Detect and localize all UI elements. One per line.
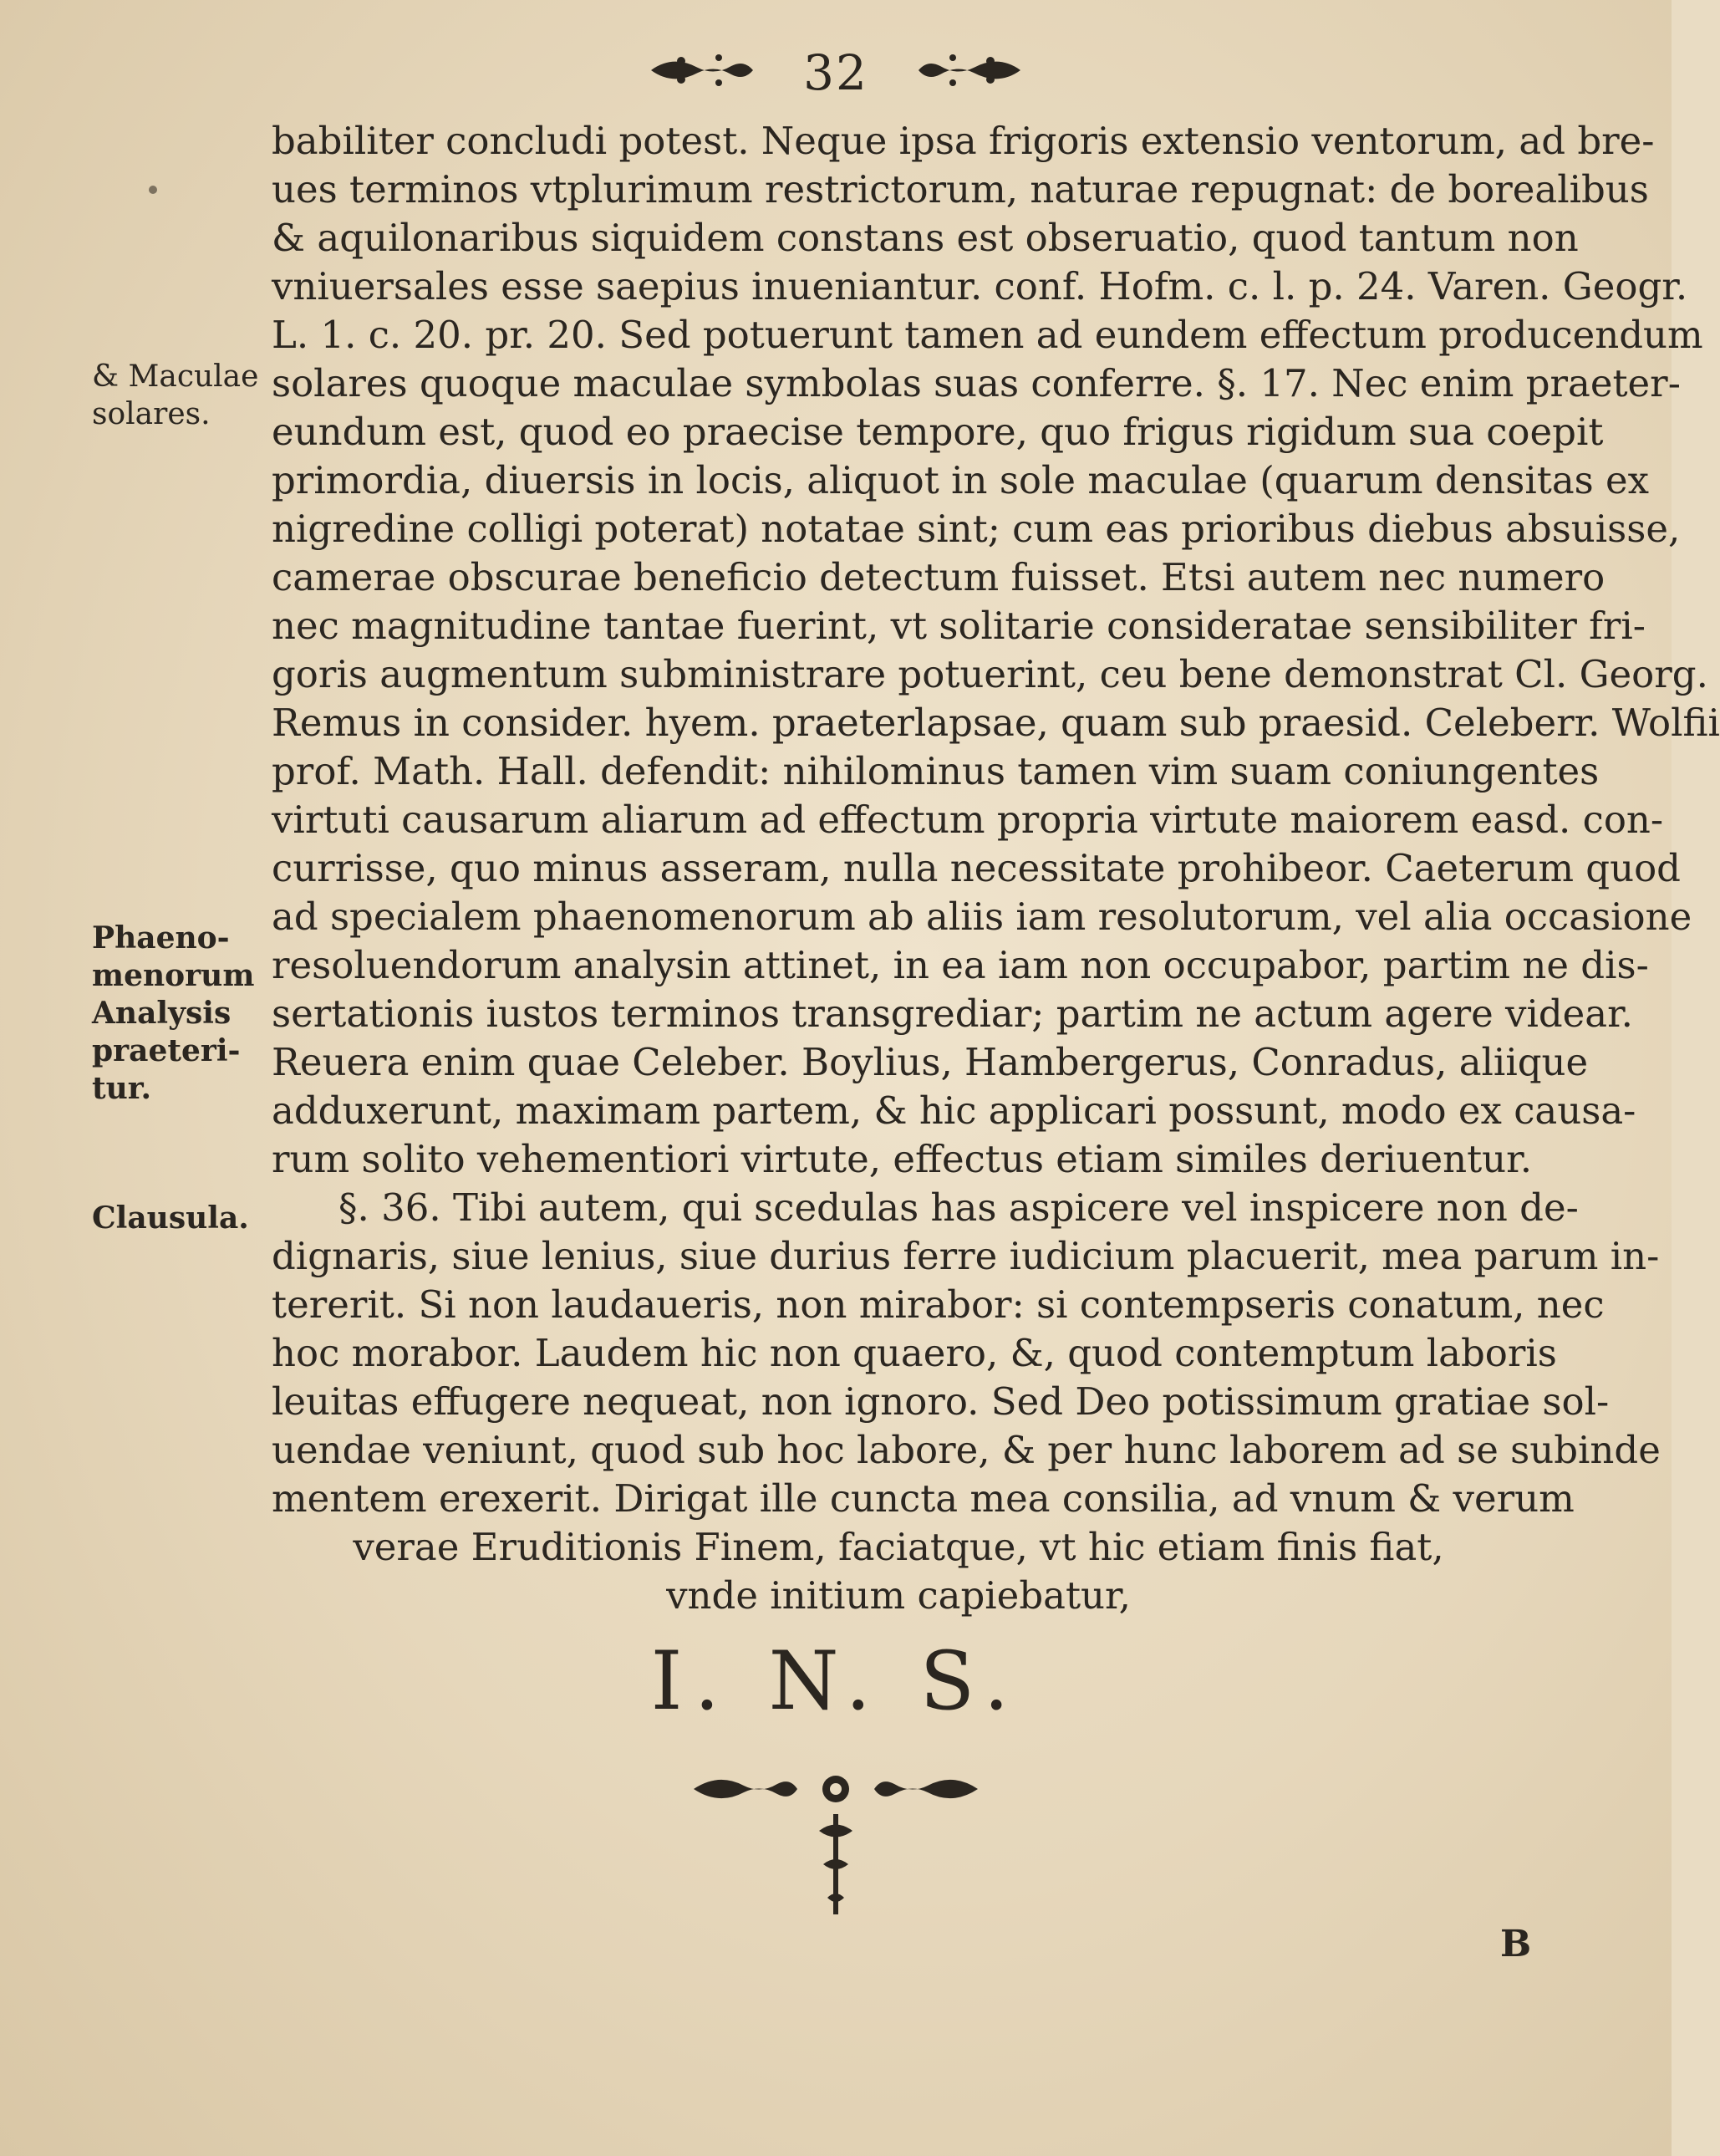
left-ornament-icon xyxy=(648,44,756,101)
text-line: goris augmentum subministrare potuerint, ceu bene demonstrat Cl. Georg. xyxy=(272,652,1708,696)
text-line: verae Eruditionis Finem, faciatque, vt hic etiam finis fiat, xyxy=(353,1525,1444,1569)
text-line: resoluendorum analysin attinet, in ea iam non occupabor, partim ne dis- xyxy=(272,943,1649,987)
text-line: leuitas effugere nequeat, non ignoro. Sed Deo potissimum gratiae sol- xyxy=(272,1379,1610,1424)
text-line: ues terminos vtplurimum restrictorum, naturae repugnat: de borealibus xyxy=(272,167,1649,212)
page-header xyxy=(0,40,1672,101)
text-line: virtuti causarum aliarum ad effectum propria virtute maiorem easd. con- xyxy=(272,798,1664,842)
margin-note-line: tur. xyxy=(92,1071,151,1106)
margin-note-line: menorum xyxy=(92,958,255,993)
margin-note-phaenomenorum xyxy=(92,920,267,1108)
text-line: §. 36. Tibi autem, qui scedulas has aspicere vel inspicere non de- xyxy=(338,1185,1579,1230)
text-line: ad specialem phaenomenorum ab aliis iam resolutorum, vel alia occasione xyxy=(272,895,1692,939)
margin-note-clausula xyxy=(92,1200,267,1237)
margin-note-line: solares. xyxy=(92,397,211,431)
text-line: nigredine colligi poterat) notatae sint; cum eas prioribus diebus absuisse, xyxy=(272,507,1681,551)
margin-note-maculae xyxy=(92,358,267,433)
text-line: hoc morabor. Laudem hic non quaero, &, quod contemptum laboris xyxy=(272,1331,1557,1375)
text-line: sertationis iustos terminos transgrediar; partim ne actum agere videar. xyxy=(272,991,1633,1036)
text-line: Remus in consider. hyem. praeterlapsae, quam sub praesid. Celeberr. Wolfii xyxy=(272,701,1720,745)
text-line: L. 1. c. 20. pr. 20. Sed potuerunt tamen ad eundem effectum producendum xyxy=(272,313,1703,357)
text-line: camerae obscurae beneficio detectum fuisset. Etsi autem nec numero xyxy=(272,555,1606,599)
text-line: babiliter concludi potest. Neque ipsa frigoris extensio ventorum, ad bre- xyxy=(272,119,1655,163)
margin-note-line: praeteri- xyxy=(92,1033,241,1068)
text-line: rum solito vehementiori virtute, effectus etiam similes deriuentur. xyxy=(272,1137,1533,1181)
text-line: solares quoque maculae symbolas suas conferre. §. 17. Nec enim praeter- xyxy=(272,361,1681,405)
ink-smudge xyxy=(149,186,157,194)
text-line: vniuersales esse saepius inueniantur. conf. Hofm. c. l. p. 24. Varen. Geogr. xyxy=(272,264,1688,308)
margin-note-line: Analysis xyxy=(92,996,232,1031)
text-line: nec magnitudine tantae fuerint, vt solitarie consideratae sensibiliter fri- xyxy=(272,604,1646,648)
page-number: 32 xyxy=(803,43,868,101)
text-line: eundum est, quod eo praecise tempore, quo frigus rigidum sua coepit xyxy=(272,410,1604,454)
text-line: Reuera enim quae Celeber. Boylius, Hambergerus, Conradus, aliique xyxy=(272,1040,1589,1084)
margin-note-line: & Maculae xyxy=(92,359,259,394)
text-line: currisse, quo minus asseram, nulla necessitate prohibeor. Caeterum quod xyxy=(272,846,1681,890)
text-line: vnde initium capiebatur, xyxy=(666,1573,1131,1618)
right-ornament-icon xyxy=(915,44,1024,101)
text-line: uendae veniunt, quod sub hoc labore, & per hunc laborem ad se subinde xyxy=(272,1428,1661,1472)
text-line: tererit. Si non laudaueris, non mirabor: si contempseris conatum, nec xyxy=(272,1282,1605,1327)
body-text xyxy=(272,117,1720,1620)
text-line: & aquilonaribus siquidem constans est obseruatio, quod tantum non xyxy=(272,216,1579,260)
text-line: mentem erexerit. Dirigat ille cuncta mea consilia, ad vnum & verum xyxy=(272,1476,1575,1521)
catchword: B xyxy=(1500,1923,1532,1965)
text-line: adduxerunt, maximam partem, & hic applicari possunt, modo ex causa- xyxy=(272,1088,1636,1133)
bottom-ornament-icon xyxy=(0,1756,1672,1926)
margin-note-line: Clausula. xyxy=(92,1200,249,1236)
text-line: primordia, diuersis in locis, aliquot in sole maculae (quarum densitas ex xyxy=(272,458,1650,502)
closing-monogram: I. N. S. xyxy=(650,1634,1021,1728)
text-line: prof. Math. Hall. defendit: nihilominus tamen vim suam coniungentes xyxy=(272,749,1600,793)
text-line: dignaris, siue lenius, siue durius ferre iudicium placuerit, mea parum in- xyxy=(272,1234,1660,1278)
margin-note-line: Phaeno- xyxy=(92,920,230,956)
